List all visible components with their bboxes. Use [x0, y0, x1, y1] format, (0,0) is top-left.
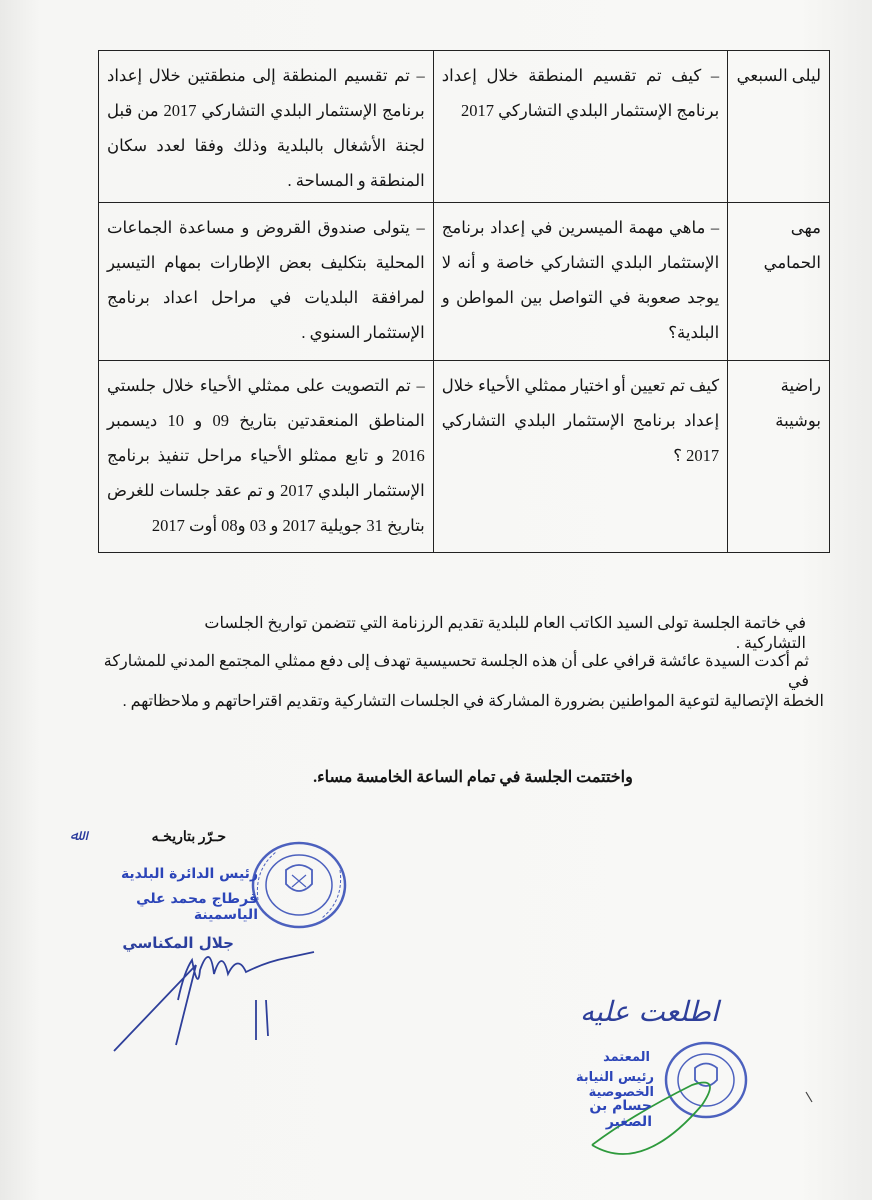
body-paragraph: ثم أكدت السيدة عائشة قرافي على أن هذه الجلسة تحسيسية تهدف إلى دفع ممثلي المجتمع المدني للمشاركة في: [103, 653, 809, 690]
official-seal-left: [253, 843, 345, 927]
handwritten-approval: اطلعت عليه: [580, 995, 719, 1028]
question-cell: – كيف تم تقسيم المنطقة خلال إعداد برنامج الإستثمار البلدي التشاركي 2017: [433, 51, 727, 203]
body-paragraph: في خاتمة الجلسة تولى السيد الكاتب العام للبلدية تقديم الرزنامة التي تتضمن تواريخ الجلسات التشاركية .: [204, 615, 806, 652]
answer-cell: – يتولى صندوق القروض و مساعدة الجماعات المحلية بتكليف بعض الإطارات بمهام التيسير لمرافقة البلديات في مراحل اعداد برنامج الإستثمار السنوي .: [99, 203, 434, 361]
answer-cell: – تم التصويت على ممثلي الأحياء خلال جلستي المناطق المنعقدتين بتاريخ 09 و 10 ديسمبر 2016 و تابع ممثلو الأحياء مراحل تنفيذ برنامج الإستثمار البلدي 2017 و تم عقد جلسات للغرض بتاريخ 31 جويلية 2017 و 03 و08 أوت 2017: [99, 361, 434, 553]
speaker-name: مهى الحمامي: [728, 203, 830, 361]
margin-mark: [806, 1092, 812, 1102]
stamp-title-left: رئيس الدائرة البلدية: [120, 866, 258, 882]
speaker-name: راضية بوشيبة: [728, 361, 830, 553]
question-cell: كيف تم تعيين أو اختيار ممثلي الأحياء خلال إعداد برنامج الإستثمار البلدي التشاركي 2017 ؟: [433, 361, 727, 553]
speaker-name: ليلى السبعي: [728, 51, 830, 203]
official-seal-right: [666, 1043, 746, 1117]
question-cell: – ماهي مهمة الميسرين في إعداد برنامج الإستثمار البلدي التشاركي خاصة و أنه لا يوجد صعوبة في التواصل بين المواطن و البلدية؟: [433, 203, 727, 361]
stamp-title-right: رئيس النيابة الخصوصية: [575, 1070, 654, 1100]
stamp-name-right: حسام بن الصغير: [589, 1098, 652, 1130]
body-paragraph: الخطة الإتصالية لتوعية المواطنين بضرورة المشاركة في الجلسات التشاركية وتقديم اقتراحاتهم و ملاحظاتهم .: [122, 693, 824, 710]
stamp-place-left: قرطاج محمد علي الياسمينة: [136, 891, 258, 923]
signature-left: [114, 952, 314, 1051]
handwritten-note: ﷲ: [70, 826, 79, 844]
closing-statement: واختتمت الجلسة في تمام الساعة الخامسة مساء.: [313, 769, 633, 786]
stamp-label-right: المعتمد: [603, 1050, 650, 1065]
stamp-name-left: جلال المكناسي: [122, 934, 234, 952]
writer-label: حـرّر بتاريخـه: [151, 830, 226, 845]
answer-cell: – تم تقسيم المنطقة إلى منطقتين خلال إعداد برنامج الإستثمار البلدي التشاركي 2017 من قبل لجنة الأشغال بالبلدية وذلك وفقا لعدد سكان المنطقة و المساحة .: [99, 51, 434, 203]
